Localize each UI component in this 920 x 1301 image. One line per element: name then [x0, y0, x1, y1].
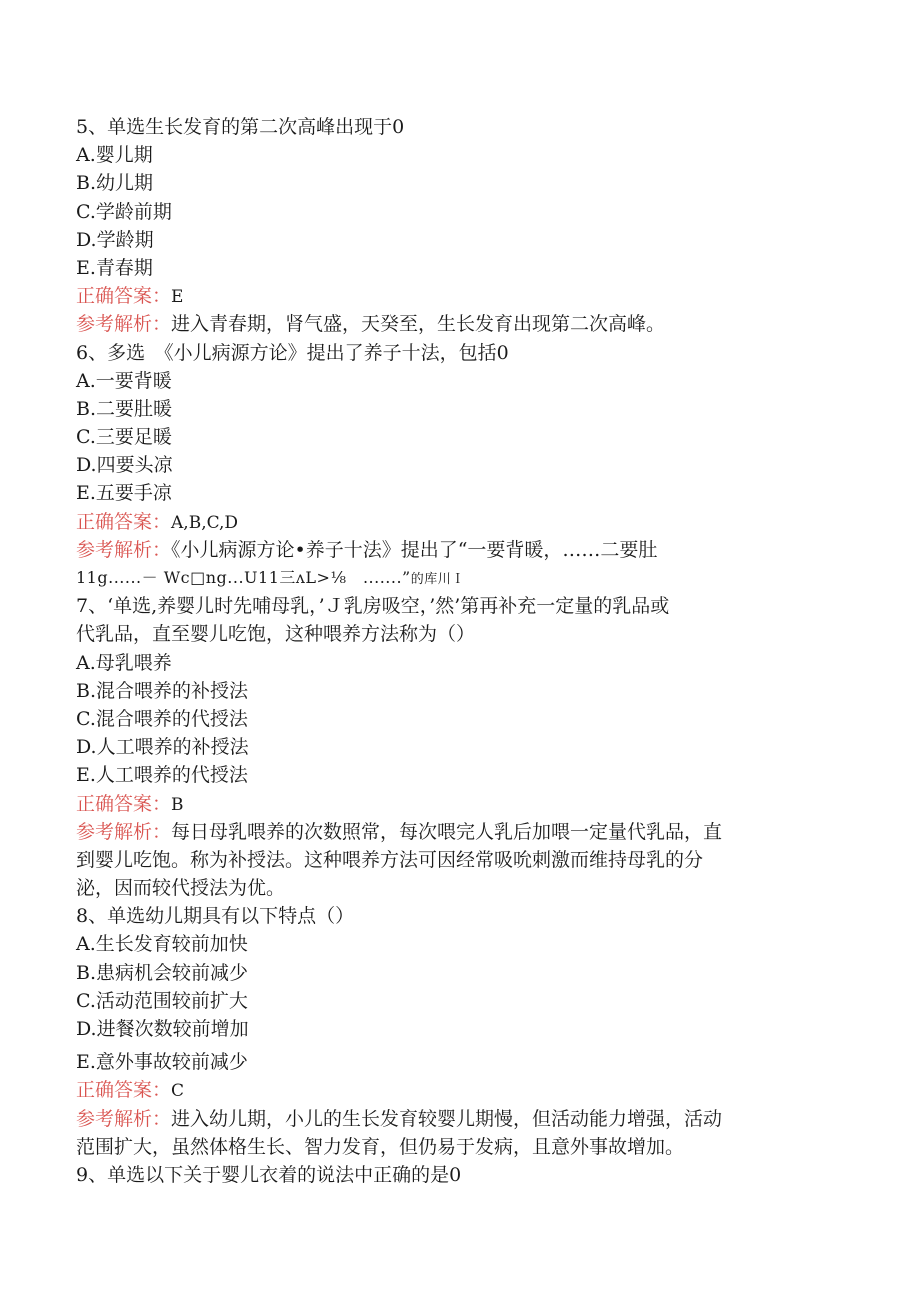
- question-8-stem: 8、单选幼儿期具有以下特点（）: [76, 905, 355, 928]
- analysis-text: 《小儿病源方论•养子十法》提出了“一要背暖，……二要肚: [171, 538, 658, 561]
- q5-option-d: D.学龄期: [76, 228, 154, 251]
- question-5-stem: 5、单选生长发育的第二次高峰出现于0: [76, 116, 405, 138]
- question-6-stem: 6、多选 《小儿病源方论》提出了养子十法，包括0: [76, 341, 509, 364]
- question-list: [76, 113, 846, 1189]
- q8-analysis: [76, 1105, 846, 1133]
- q6-analysis-garbled: [76, 564, 846, 592]
- analysis-label: 参考解析：: [76, 538, 172, 561]
- q5-analysis: [76, 310, 846, 338]
- q8-option-e: E.意外事故较前减少: [76, 1051, 248, 1074]
- analysis-label: 参考解析：: [76, 313, 172, 336]
- question-7-stem-cont: 代乳品，直至婴儿吃饱，这种喂养方法称为（）: [76, 623, 476, 646]
- q5-answer: [76, 282, 846, 310]
- analysis-text: 每日母乳喂养的次数照常，每次喂完人乳后加喂一定量代乳品，直: [171, 820, 723, 843]
- q6-option-b: B.二要肚暖: [76, 397, 173, 420]
- q5-option-e: E.青春期: [76, 256, 153, 279]
- q8-answer: [76, 1076, 846, 1104]
- answer-label: 正确答案：: [76, 1079, 172, 1102]
- q5-option-a: A.婴儿期: [76, 144, 153, 167]
- answer-value: A,B,C,D: [171, 512, 239, 533]
- q6-option-c: C.三要足暖: [76, 426, 172, 449]
- answer-value: C: [171, 1081, 185, 1102]
- question-9-stem: 9、单选以下关于婴儿衣着的说法中正确的是0: [76, 1163, 462, 1186]
- q7-option-b: B.混合喂养的补授法: [76, 679, 249, 702]
- q7-option-d: D.人工喂养的补授法: [76, 736, 249, 759]
- q6-option-e: E.五要手凉: [76, 482, 172, 505]
- analysis-label: 参考解析：: [76, 820, 172, 843]
- q6-option-a: A.一要背暖: [76, 369, 172, 392]
- q7-option-a: A.母乳喂养: [76, 651, 172, 674]
- q6-answer: [76, 508, 846, 536]
- q7-analysis-cont-1: 到婴儿吃饱。称为补授法。这种喂养方法可因经常吸吮刺激而维持母乳的分: [76, 848, 704, 871]
- q5-option-b: B.幼儿期: [76, 172, 154, 195]
- answer-label: 正确答案：: [76, 285, 172, 308]
- q6-option-d: D.四要头凉: [76, 454, 173, 477]
- q8-option-d: D.进餐次数较前增加: [76, 1018, 249, 1040]
- garbled-text: 11g......－ Wc□ng...U11三ʌL>⅛ .......”: [76, 568, 411, 587]
- q7-option-c: C.混合喂养的代授法: [76, 707, 248, 730]
- analysis-text: 进入幼儿期，小儿的生长发育较婴儿期慢，但活动能力增强，活动: [171, 1107, 723, 1130]
- q8-option-b: B.患病机会较前减少: [76, 961, 249, 984]
- q5-option-c: C.学龄前期: [76, 200, 172, 223]
- q6-analysis: [76, 536, 846, 564]
- garbled-tail: 的库川Ｉ: [410, 572, 465, 587]
- answer-label: 正确答案：: [76, 792, 172, 815]
- q8-analysis-cont-1: 范围扩大，虽然体格生长、智力发育，但仍易于发病，且意外事故增加。: [76, 1135, 685, 1158]
- q7-answer: [76, 790, 846, 818]
- answer-label: 正确答案：: [76, 510, 172, 533]
- q7-analysis: [76, 818, 846, 846]
- answer-value: E: [171, 287, 184, 308]
- analysis-label: 参考解析：: [76, 1107, 172, 1130]
- question-7-stem: 7、‘单选,养婴儿时先哺母乳，’Ｊ乳房吸空，’然’第再补充一定量的乳品或: [76, 595, 670, 618]
- q7-option-e: E.人工喂养的代授法: [76, 764, 248, 787]
- q8-option-c: C.活动范围较前扩大: [76, 989, 248, 1012]
- q7-analysis-cont-2: 泌，因而较代授法为优。: [76, 877, 286, 900]
- q8-option-a: A.生长发育较前加快: [76, 933, 248, 956]
- answer-value: B: [171, 794, 184, 815]
- analysis-text: 进入青春期，肾气盛，天癸至，生长发育出现第二次高峰。: [171, 313, 666, 336]
